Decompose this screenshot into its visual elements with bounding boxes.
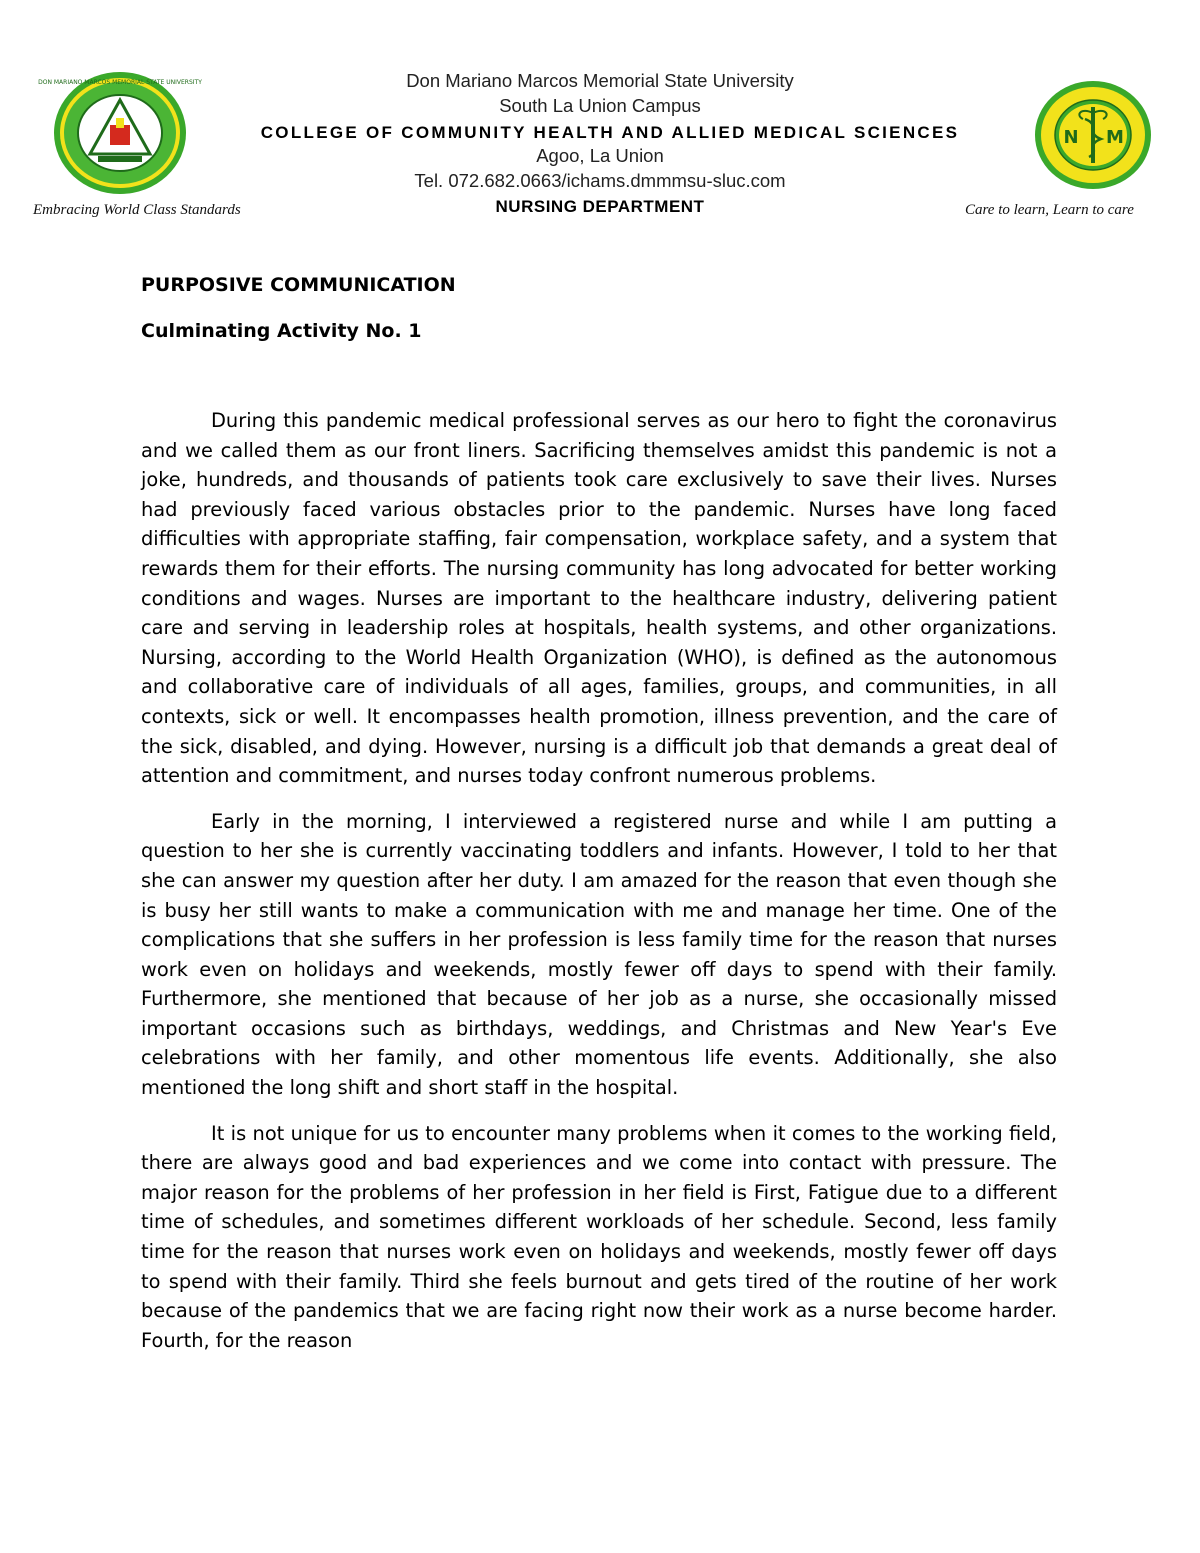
contact-info: Tel. 072.682.0663/ichams.dmmmsu-sluc.com — [414, 170, 786, 191]
paragraph: Early in the morning, I interviewed a registered nurse and while I am putting a question to her she is currently vaccinating toddlers and infants. However, I told to her that she can answer my question after her duty. I am amazed for the reason that even though she is busy her still wants to make a communication with me and manage her time. One of the complications that she suffers in her profession is less family time for the reason that nurses work even on holidays and weekends, mostly fewer off days to spend with their family. Furthermore, she mentioned that because of her job as a nurse, she occasionally missed important occasions such as birthdays, weddings, and Christmas and New Year's Eve celebrations with her family, and other momentous life events. Additionally, she also mentioned the long shift and short staff in the hospital. — [141, 809, 1057, 1100]
seal-text: DON MARIANO MARCOS MEMORIAL STATE UNIVERSITY — [38, 79, 202, 86]
letterhead — [0, 0, 1200, 240]
logo-initial-n: N — [1063, 127, 1079, 148]
motto-right: Care to learn, Learn to care — [965, 202, 1134, 218]
location: Agoo, La Union — [536, 145, 664, 166]
document-subtitle: Culminating Activity No. 1 — [141, 320, 422, 342]
document-body — [141, 270, 1057, 1355]
letterhead-address-block — [200, 68, 1000, 118]
motto-left: Embracing World Class Standards — [33, 202, 241, 218]
letterhead-contact-block — [200, 143, 1000, 193]
paragraph: It is not unique for us to encounter many problems when it comes to the working field, there are always good and bad experiences and we come into contact with pressure. The major reason for the problems of her profession in her field is First, Fatigue due to a different time of schedules, and sometimes different workloads of her schedule. Second, less family time for the reason that nurses work even on holidays and weekends, mostly fewer off days to spend with their family. Third she feels burnout and gets tired of the routine of her work because of the pandemics that we are facing right now their work as a nurse become harder. Fourth, for the reason — [141, 1121, 1057, 1352]
university-name: Don Mariano Marcos Memorial State University — [406, 70, 794, 91]
department-name: NURSING DEPARTMENT — [495, 197, 705, 216]
paragraph: During this pandemic medical professional serves as our hero to fight the coronavirus and we called them as our front liners. Sacrificing themselves amidst this pandemic is not a joke, hundreds, and thousands of patients took care exclusively to save their lives. Nurses had previously faced various obstacles prior to the pandemic. Nurses have long faced difficulties with appropriate staffing, fair compensation, workplace safety, and a system that rewards them for their efforts. The nursing community has long advocated for better working conditions and wages. Nurses are important to the healthcare industry, delivering patient care and serving in leadership roles at hospitals, health systems, and other organizations. Nursing, according to the World Health Organization (WHO), is defined as the autonomous and collaborative care of individuals of all ages, families, groups, and communities, in all contexts, sick or well. It encompasses health promotion, illness prevention, and the care of the sick, disabled, and dying. However, nursing is a difficult job that demands a great deal of attention and commitment, and nurses today confront numerous problems. — [141, 409, 1057, 788]
campus-name: South La Union Campus — [499, 95, 701, 116]
college-seal-logo — [1033, 79, 1153, 191]
college-name: COLLEGE OF COMMUNITY HEALTH AND ALLIED MEDICAL SCIENCES — [260, 123, 960, 142]
logo-initial-m: M — [1106, 127, 1124, 148]
university-seal-logo — [38, 70, 202, 196]
document-title: PURPOSIVE COMMUNICATION — [141, 274, 456, 296]
